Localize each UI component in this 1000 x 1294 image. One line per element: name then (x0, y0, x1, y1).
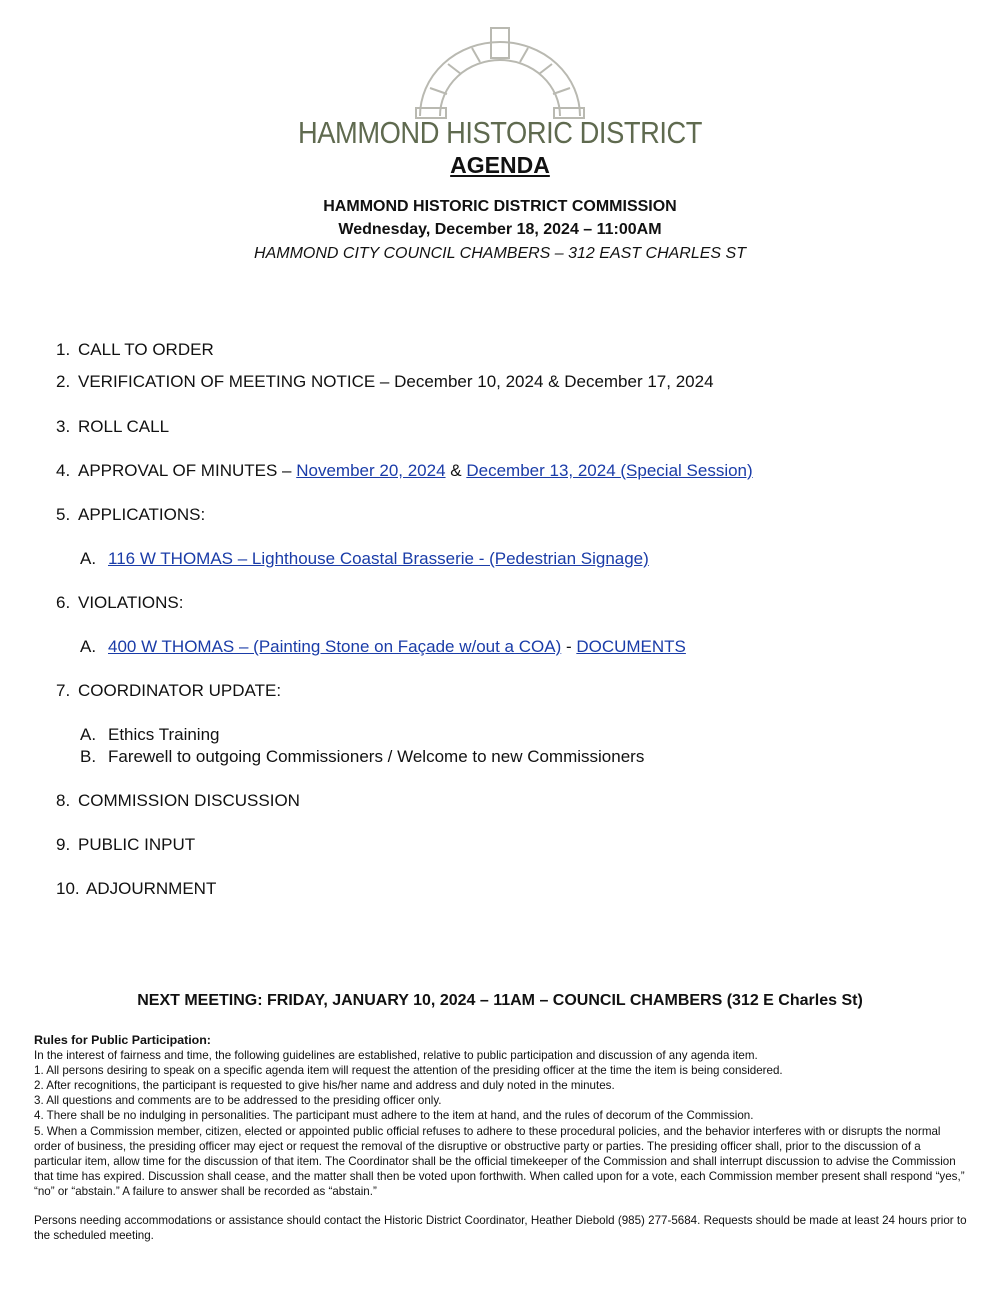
agenda-item-approval-of-minutes: 4. APPROVAL OF MINUTES – November 20, 2024 & December 13, 2024 (Special Session) (56, 461, 753, 480)
minutes-nov-20-link[interactable]: November 20, 2024 (296, 461, 446, 480)
logo-text: HAMMOND HISTORIC DISTRICT (298, 115, 703, 150)
rules-for-public-participation (34, 1033, 969, 1243)
hammond-historic-district-logo (290, 24, 710, 154)
rule-4: 4. There shall be no indulging in personalities. The participant must adhere to the item at hand, and the rules of decorum of the Commission. (34, 1109, 754, 1123)
rules-title: Rules for Public Participation: (34, 1033, 211, 1047)
violation-item-a: A. 400 W THOMAS – (Painting Stone on Façade w/out a COA) - DOCUMENTS (80, 637, 686, 656)
next-meeting-notice: NEXT MEETING: FRIDAY, JANUARY 10, 2024 – 11AM – COUNCIL CHAMBERS (312 E Charles St) (137, 992, 863, 1009)
rules-intro: In the interest of fairness and time, the following guidelines are established, relative to public participation and discussion of any agenda item. (34, 1049, 758, 1063)
agenda-item-public-input: 9. PUBLIC INPUT (56, 835, 196, 854)
agenda-item-coordinator-update: 7. COORDINATOR UPDATE: (56, 681, 282, 700)
agenda-title: AGENDA (450, 152, 550, 178)
agenda-item-call-to-order: 1. CALL TO ORDER (56, 340, 214, 359)
application-item-a: A. 116 W THOMAS – Lighthouse Coastal Brasserie - (Pedestrian Signage) (80, 549, 649, 568)
coordinator-item-b: B. Farewell to outgoing Commissioners / Welcome to new Commissioners (80, 747, 645, 766)
agenda-item-violations: 6. VIOLATIONS: (56, 593, 184, 612)
minutes-dec-13-link[interactable]: December 13, 2024 (Special Session) (466, 461, 753, 480)
coordinator-item-a: A. Ethics Training (80, 725, 220, 744)
rule-1: 1. All persons desiring to speak on a specific agenda item will request the attention of the presiding officer at the time the item is being considered. (34, 1064, 783, 1078)
agenda-item-adjournment: 10. ADJOURNMENT (56, 879, 217, 898)
accommodations-notice: Persons needing accommodations or assistance should contact the Historic District Coordinator, Heather Diebold (985) 277-5684. Requests should be made at least 24 hours prior to the scheduled meeting. (34, 1214, 967, 1243)
rule-3: 3. All questions and comments are to be addressed to the presiding officer only. (34, 1094, 442, 1108)
organization-name: HAMMOND HISTORIC DISTRICT COMMISSION (323, 198, 677, 215)
violation-400-w-thomas-link[interactable]: 400 W THOMAS – (Painting Stone on Façade w/out a COA) (108, 637, 562, 656)
agenda-item-commission-discussion: 8. COMMISSION DISCUSSION (56, 791, 300, 810)
agenda-item-applications: 5. APPLICATIONS: (56, 505, 206, 524)
meeting-location: HAMMOND CITY COUNCIL CHAMBERS – 312 EAST CHARLES ST (254, 245, 746, 262)
svg-text:HAMMOND HISTORIC DISTRICT (298, 115, 702, 150)
agenda-item-roll-call: 3. ROLL CALL (56, 417, 170, 436)
meeting-date-time: Wednesday, December 18, 2024 – 11:00AM (338, 221, 662, 238)
application-116-w-thomas-link[interactable]: 116 W THOMAS – Lighthouse Coastal Brasserie - (Pedestrian Signage) (108, 549, 649, 568)
agenda-item-verification: 2. VERIFICATION OF MEETING NOTICE – December 10, 2024 & December 17, 2024 (56, 372, 714, 391)
rule-2: 2. After recognitions, the participant is requested to give his/her name and address and duly noted in the minutes. (34, 1079, 615, 1093)
rule-5: 5. When a Commission member, citizen, elected or appointed public official refuses to adhere to these procedural policies, and the behavior interferes with or disrupts the normal order of business, the presiding officer may eject or request the removal of the disruptive or obstructive party or parties. The presiding officer shall, prior to the discussion of a particular item, allow time for the discussion of that item. The Coordinator shall be the official timekeeper of the Commission and shall interrupt discussion to advise the Commission that time has expired. Discussion shall cease, and the matter shall then be voted upon forthwith. When called upon for a vote, each Commission member present shall respond “yes,” “no” or “abstain.” A failure to answer shall be recorded as “abstain.” (34, 1124, 965, 1198)
violation-documents-link[interactable]: DOCUMENTS (576, 637, 686, 656)
